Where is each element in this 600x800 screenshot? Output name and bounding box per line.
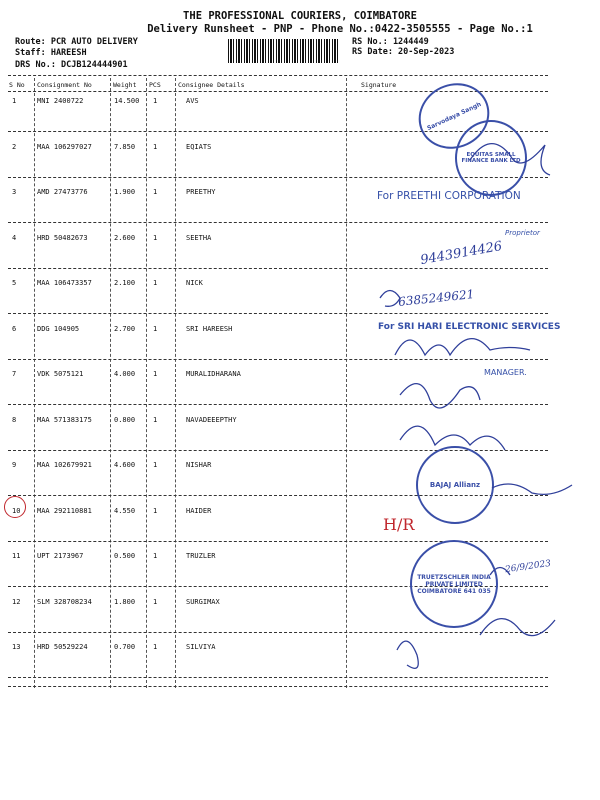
row-sno: 3 bbox=[12, 188, 17, 196]
row-pcs: 1 bbox=[153, 643, 158, 651]
row-consignee: SEETHA bbox=[186, 233, 212, 242]
row-consignment: HRD 50482673 bbox=[37, 233, 88, 242]
row-weight: 0.800 bbox=[114, 415, 136, 424]
row-sno: 1 bbox=[12, 97, 17, 105]
truetzschler-stamp: TRUETZSCHLER INDIA PRIVATE LIMITED COIMBATORE 641 035 bbox=[410, 540, 498, 628]
row-weight: 0.500 bbox=[114, 552, 136, 560]
row-sno: 2 bbox=[12, 142, 17, 151]
signature-stroke bbox=[480, 619, 555, 636]
col-header-consignment: Consignment No bbox=[37, 81, 92, 89]
row-consignment: UPT 2173967 bbox=[37, 552, 84, 560]
preethi-stamp-text: For PREETHI CORPORATION bbox=[377, 190, 521, 202]
runsheet-subtitle: Delivery Runsheet - PNP - Phone No.:0422-3505555 - Page No.:1 bbox=[147, 23, 533, 35]
phone-signature-5: 6385249621 bbox=[397, 287, 475, 309]
proprietor-text: Proprietor bbox=[505, 229, 540, 237]
row-sno: 6 bbox=[12, 324, 17, 333]
row-pcs: 1 bbox=[153, 188, 158, 196]
equitas-stamp: EQUITAS SMALL FINANCE BANK LTD bbox=[455, 120, 527, 196]
row-weight: 1.800 bbox=[114, 597, 136, 606]
row-pcs: 1 bbox=[153, 552, 158, 560]
sangh-stamp: Sarvodaya Sangh bbox=[408, 72, 500, 160]
rs-date: RS Date: 20-Sep-2023 bbox=[352, 47, 455, 57]
row-consignment: AMD 27473776 bbox=[37, 188, 88, 196]
signature-stroke bbox=[470, 144, 550, 175]
row-consignee: PREETHY bbox=[186, 188, 216, 196]
row-consignee: AVS bbox=[186, 97, 199, 105]
company-title: THE PROFESSIONAL COURIERS, COIMBATORE bbox=[183, 10, 417, 22]
row-consignee: SRI HAREESH bbox=[186, 324, 233, 333]
services-stamp-text: For SRI HARI ELECTRONIC SERVICES bbox=[378, 322, 561, 332]
row-consignment: MNI 2400722 bbox=[37, 97, 84, 105]
row-weight: 2.100 bbox=[114, 279, 136, 287]
row-consignee: NICK bbox=[186, 279, 203, 287]
col-header-pcs: PCS bbox=[149, 81, 161, 89]
signature-stroke bbox=[397, 641, 418, 668]
row-pcs: 1 bbox=[153, 97, 158, 105]
row-consignee: NISHAR bbox=[186, 461, 212, 469]
signature-stroke bbox=[400, 384, 480, 408]
row-consignee: TRUZLER bbox=[186, 552, 216, 560]
row-sno: 9 bbox=[12, 461, 17, 469]
row-weight: 4.000 bbox=[114, 370, 136, 378]
row-weight: 2.600 bbox=[114, 233, 136, 242]
row-consignee: NAVADEEEPTHY bbox=[186, 415, 237, 424]
hr-mark: H/R bbox=[383, 515, 415, 534]
signature-stroke bbox=[492, 484, 572, 494]
row-sno: 8 bbox=[12, 415, 17, 424]
row-pcs: 1 bbox=[153, 233, 158, 242]
row-pcs: 1 bbox=[153, 142, 158, 151]
row-pcs: 1 bbox=[153, 279, 158, 287]
col-header-sno: S No bbox=[9, 81, 25, 89]
row-sno: 4 bbox=[12, 233, 17, 242]
manager-text: MANAGER. bbox=[484, 368, 527, 377]
row-sno: 13 bbox=[12, 643, 21, 651]
row-weight: 0.700 bbox=[114, 643, 136, 651]
staff-label: Staff: HAREESH bbox=[15, 48, 87, 58]
signature-stroke bbox=[490, 568, 510, 576]
bajaj-allianz-stamp: BAJAJ Allianz bbox=[416, 446, 494, 524]
row-sno: 7 bbox=[12, 370, 17, 378]
row-pcs: 1 bbox=[153, 415, 158, 424]
row-consignment: VDK 5075121 bbox=[37, 370, 84, 378]
row-weight: 7.850 bbox=[114, 142, 136, 151]
col-header-signature: Signature bbox=[361, 81, 397, 89]
row-weight: 2.700 bbox=[114, 324, 136, 333]
date-signature: 26/9/2023 bbox=[504, 558, 552, 576]
phone-signature-4: 9443914426 bbox=[419, 238, 504, 269]
row-consignee: HAIDER bbox=[186, 506, 212, 515]
col-header-weight: Weight bbox=[113, 81, 137, 89]
row-weight: 4.600 bbox=[114, 461, 136, 469]
row-pcs: 1 bbox=[153, 597, 158, 606]
route-label: Route: PCR AUTO DELIVERY bbox=[15, 37, 138, 47]
row-sno: 11 bbox=[12, 552, 21, 560]
row-weight: 1.900 bbox=[114, 188, 136, 196]
row-pcs: 1 bbox=[153, 506, 158, 515]
row-sno: 5 bbox=[12, 279, 17, 287]
row-weight: 4.550 bbox=[114, 506, 136, 515]
col-header-consignee: Consignee Details bbox=[178, 81, 245, 89]
row-consignment: MAA 102679921 bbox=[37, 461, 92, 469]
drs-number: DRS No.: DCJB124444901 bbox=[15, 60, 128, 70]
rs-number: RS No.: 1244449 bbox=[352, 37, 429, 47]
row-consignee: SILVIYA bbox=[186, 643, 216, 651]
row-consignee: SURGIMAX bbox=[186, 597, 220, 606]
row-weight: 14.500 bbox=[114, 97, 140, 105]
row-pcs: 1 bbox=[153, 461, 158, 469]
row-consignment: MAA 106297027 bbox=[37, 142, 92, 151]
table-rule-bottom bbox=[8, 686, 548, 687]
row-consignment: SLM 328708234 bbox=[37, 597, 92, 606]
signature-stroke bbox=[400, 426, 505, 450]
row-consignee: MURALIDHARANA bbox=[186, 370, 241, 378]
row-consignment: MAA 292110881 bbox=[37, 506, 92, 515]
signature-stroke bbox=[380, 291, 400, 307]
signature-stroke bbox=[395, 339, 530, 355]
row-consignment: MAA 571383175 bbox=[37, 415, 92, 424]
row-pcs: 1 bbox=[153, 324, 158, 333]
row-sno: 12 bbox=[12, 597, 21, 606]
row-consignee: EQIATS bbox=[186, 142, 212, 151]
row-consignment: MAA 106473357 bbox=[37, 279, 92, 287]
row-pcs: 1 bbox=[153, 370, 158, 378]
row-sno: 10 bbox=[12, 506, 21, 515]
row-consignment: DDG 104905 bbox=[37, 324, 80, 333]
row-consignment: HRD 50529224 bbox=[37, 643, 88, 651]
